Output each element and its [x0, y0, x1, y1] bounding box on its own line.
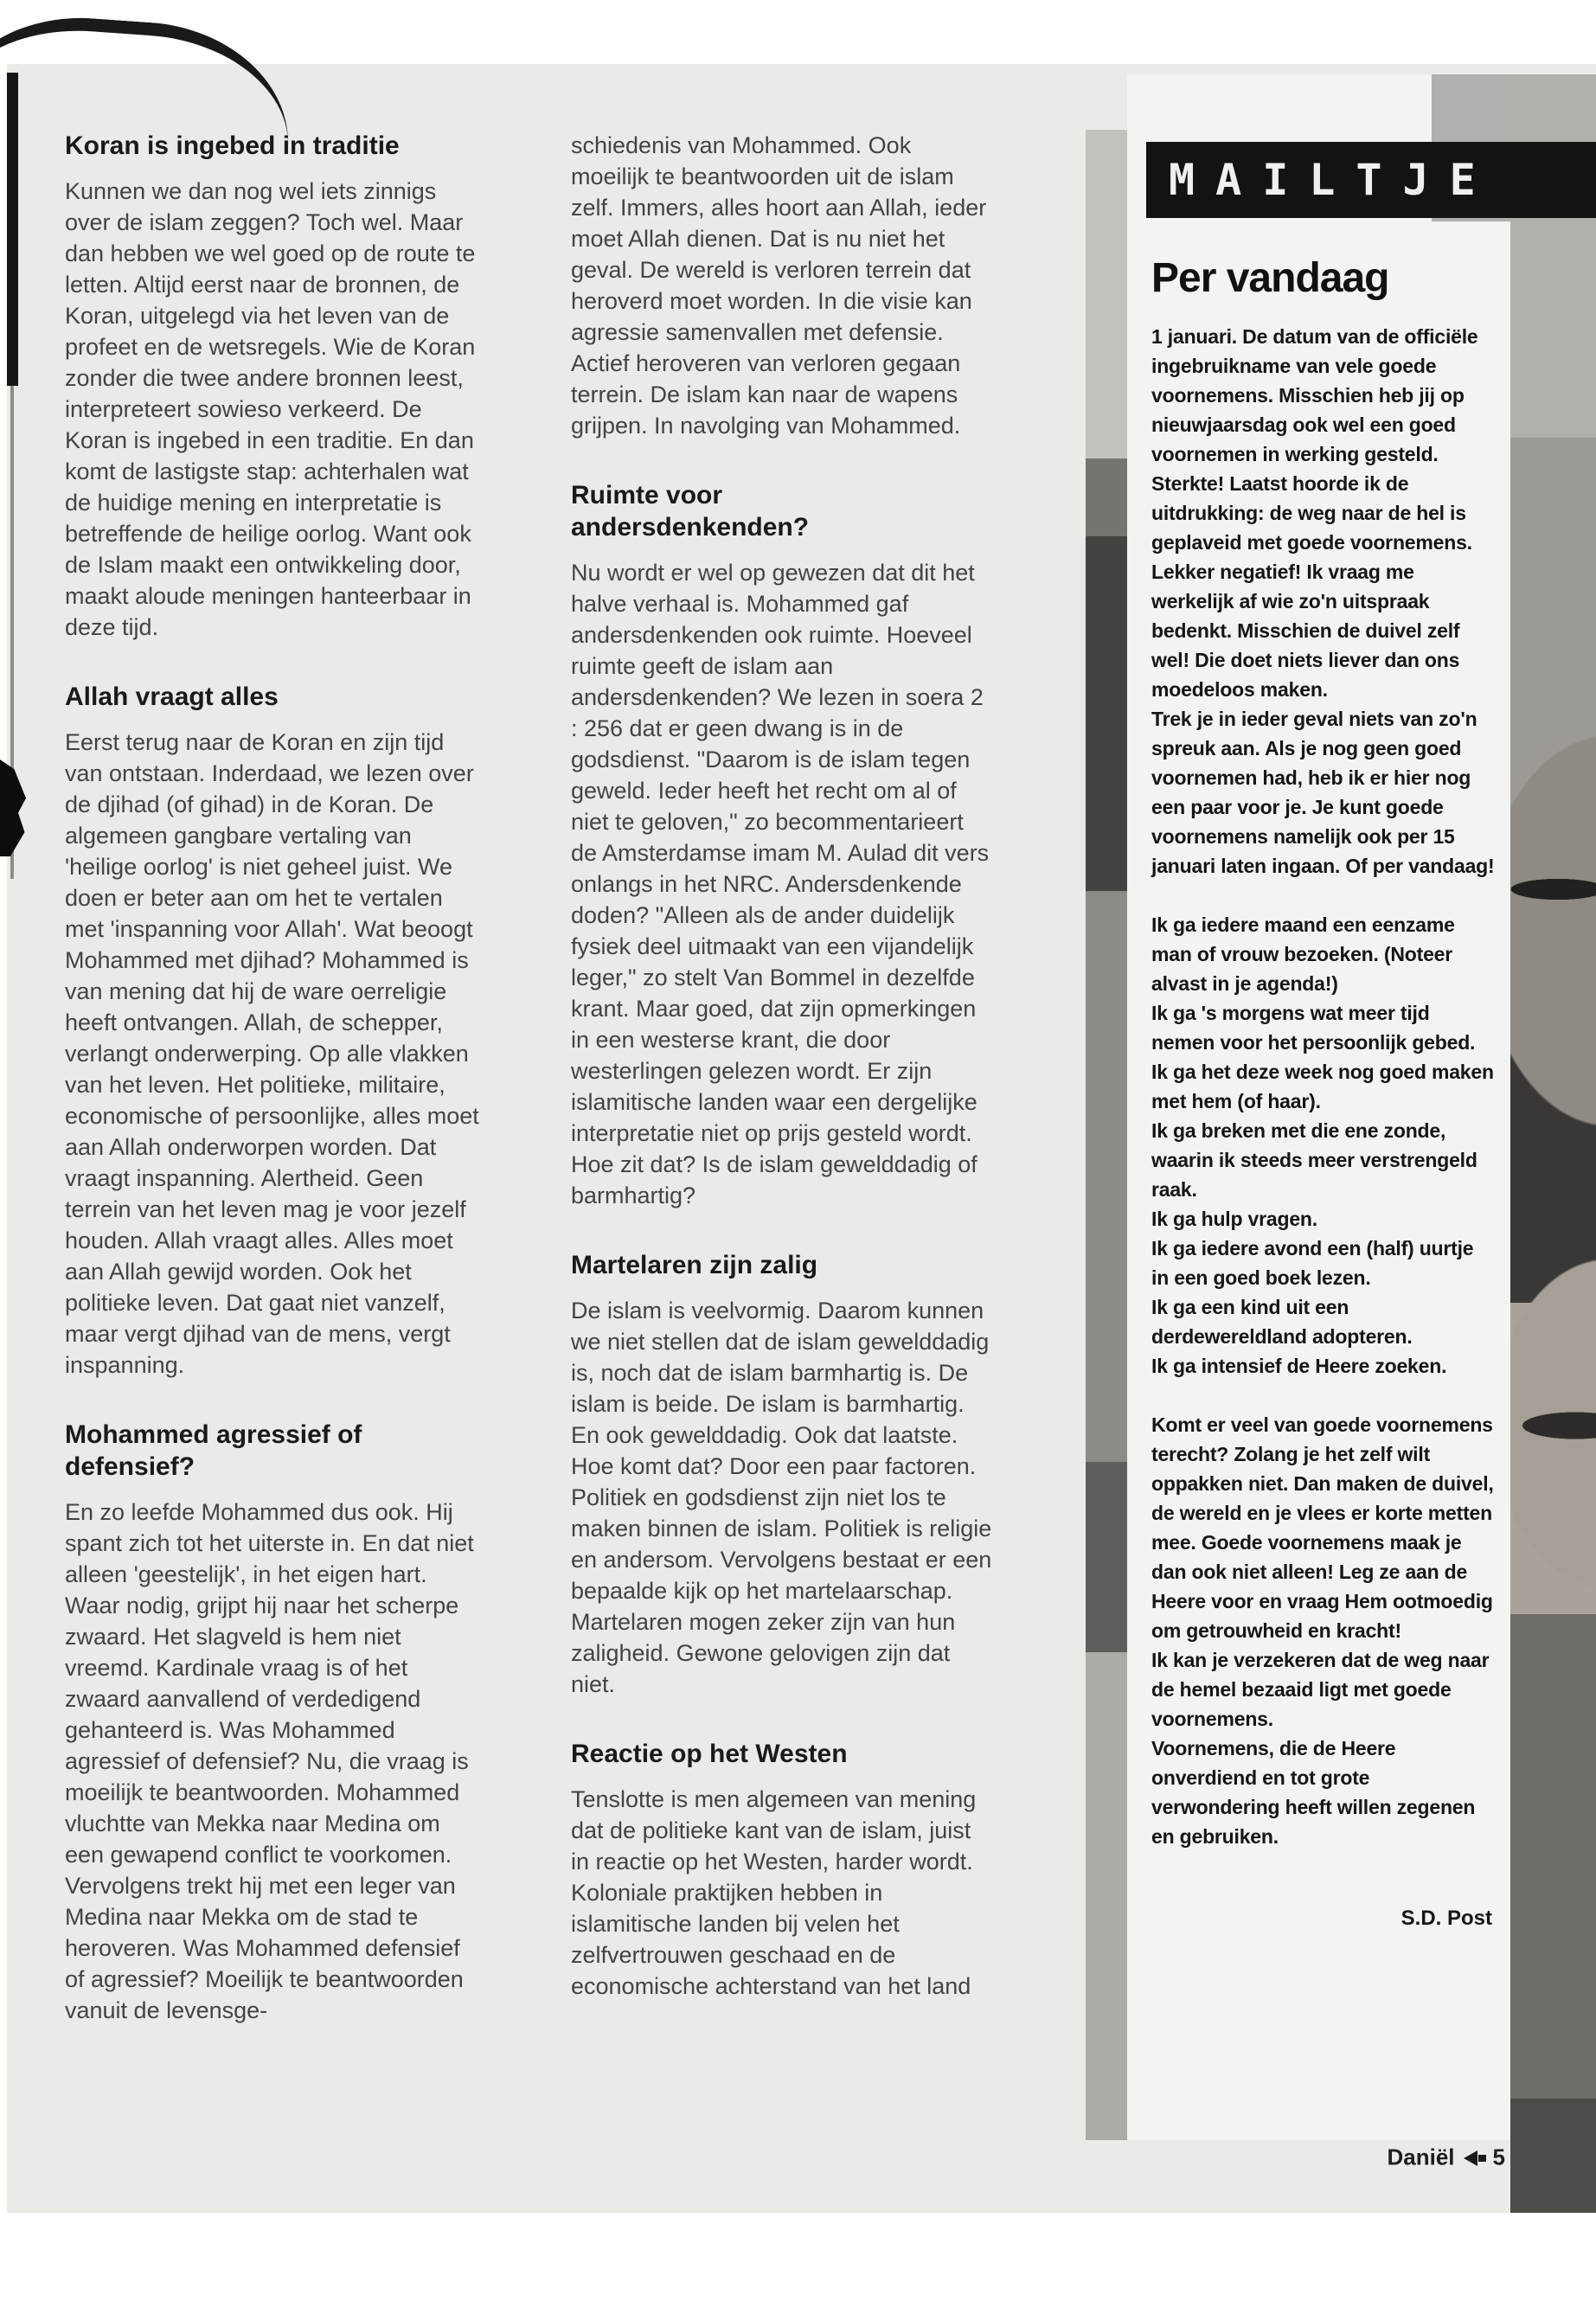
heading-koran-ingebed: Koran is ingebed in traditie	[65, 131, 400, 160]
sidebar-paragraph: Komt er veel van goede voornemens terecht? Zolang je het zelf wilt oppakken niet. Dan maken de duivel, de wereld en je vlees er korte metten mee. Goede voornemens maak je dan ook niet alleen! Leg ze aan de Heere voor en vraag Hem ootmoedig om getrouwheid en kracht!	[1151, 1413, 1494, 1642]
heading-mohammed-agressief: Mohammed agressief of defensief?	[65, 1420, 362, 1481]
heading-ruimte-andersdenkenden: Ruimte voor andersdenkenden?	[571, 481, 810, 542]
photo-strip-left	[1086, 130, 1127, 2140]
mailtje-label: MAILTJE	[1169, 155, 1497, 205]
mailtje-content	[1151, 256, 1496, 1931]
mailtje-title-bar	[1146, 142, 1596, 218]
body-paragraph: Tenslotte is men algemeen van mening dat de politieke kant van de islam, juist in reactie op het Westen, harder wordt. Koloniale praktijken hebben in islamitische landen bij velen het zelfvertrouwen geschaad en de economische achterstand van het land	[571, 1786, 977, 1999]
heading-martelaren-zalig: Martelaren zijn zalig	[571, 1251, 818, 1279]
body-paragraph: En zo leefde Mohammed dus ook. Hij spant zich tot het uiterste in. En dat niet alleen 'geestelijk', in het eigen hart. Waar nodig, grijpt hij naar het scherpe zwaard. Het slagveld is hem niet vreemd. Kardinale vraag is of het zwaard aanvallend of verdedigend gehanteerd is. Was Mohammed agressief of defensief? Nu, die vraag is moeilijk te beantwoorden. Mohammed vluchtte van Mekka naar Medina om een gewapend conflict te voorkomen. Vervolgens trekt hij met een leger van Medina naar Mekka om de stad te heroveren. Was Mohammed defensief of agressief? Moeilijk te beantwoorden vanuit de levensge-	[65, 1499, 474, 2023]
page-number: 5	[1492, 2144, 1505, 2170]
resolution-item: Ik ga het deze week nog goed maken met hem (of haar).	[1151, 1061, 1494, 1112]
resolution-item: Ik ga iedere avond een (half) uurtje in een goed boek lezen.	[1151, 1237, 1474, 1289]
body-paragraph: schiedenis van Mohammed. Ook moeilijk te beantwoorden uit de islam zelf. Immers, alles hoort aan Allah, ieder moet Allah dienen. Dat is nu niet het geval. De wereld is verloren terrein dat heroverd moet worden. In die visie kan agressie samenvallen met defensie. Actief heroveren van verloren gegaan terrein. De islam kan naar de wapens grijpen. In navolging van Mohammed.	[571, 132, 987, 439]
resolution-item: Ik ga hulp vragen.	[1151, 1208, 1317, 1230]
sidebar-paragraph: Voornemens, die de Heere onverdiend en tot grote verwondering heeft willen zegenen en gebruiken.	[1151, 1737, 1476, 1848]
body-paragraph: De islam is veelvormig. Daarom kunnen we niet stellen dat de islam gewelddadig is, noch dat de islam barmhartig is. De islam is beide. De islam is barmhartig. En ook gewelddadig. Ook dat laatste. Hoe komt dat? Door een paar factoren. Politiek en godsdienst zijn niet los te maken binnen de islam. Politiek is religie en andersom. Vervolgens bestaat er een bepaalde kijk op het martelaarschap. Martelaren mogen zeker zijn van hun zaligheid. Gewone gelovigen zijn dat niet.	[571, 1298, 992, 1697]
left-arrow-icon	[1464, 2144, 1486, 2170]
body-paragraph: Kunnen we dan nog wel iets zinnigs over de islam zeggen? Toch wel. Maar dan hebben we wel goed op de route te letten. Altijd eerst naar de bronnen, de Koran, uitgelegd via het leven van de profeet en de wetsregels. Wie de Koran zonder die twee andere bronnen leest, interpreteert sowieso verkeerd. De Koran is ingebed in een traditie. En dan komt de lastigste stap: achterhalen wat de huidige mening en interpretatie is betreffende de heilige oorlog. Want ook de Islam maakt een ontwikkeling door, maakt aloude meningen hanteerbaar in deze tijd.	[65, 178, 476, 640]
scan-edge-artifact	[7, 73, 18, 386]
sidebar-title: Per vandaag	[1151, 255, 1389, 301]
resolution-item: Ik ga intensief de Heere zoeken.	[1151, 1355, 1447, 1377]
article-column-middle	[571, 130, 992, 2002]
heading-reactie-westen: Reactie op het Westen	[571, 1740, 848, 1768]
article-column-left	[65, 130, 482, 2026]
magazine-name: Daniël	[1387, 2144, 1455, 2170]
page-curl-artifact	[0, 10, 296, 150]
resolution-item: Ik ga een kind uit een derdewereldland adopteren.	[1151, 1296, 1413, 1348]
resolution-item: Ik ga 's morgens wat meer tijd nemen voor het persoonlijk gebed.	[1151, 1002, 1476, 1054]
sidebar-paragraph: 1 januari. De datum van de officiële ingebruikname van vele goede voornemens. Misschien heb jij op nieuwjaarsdag ook wel een goed voornemen in werking gesteld. Sterkte! Laatst hoorde ik de uitdrukking: de weg naar de hel is geplaveid met goede voornemens. Lekker negatief! Ik vraag me werkelijk af wie zo'n uitspraak bedenkt. Misschien de duivel zelf wel! Die doet niets liever dan ons moedeloos maken.	[1151, 325, 1478, 701]
signature: S.D. Post	[1401, 1907, 1492, 1930]
body-paragraph: Nu wordt er wel op gewezen dat dit het halve verhaal is. Mohammed gaf andersdenkenden ook ruimte. Hoeveel ruimte geeft de islam aan andersdenkenden? We lezen in soera 2 : 256 dat er geen dwang is in de godsdienst. "Daarom is de islam tegen geweld. Ieder heeft het recht om al of niet te geloven," zo becommentarieert de Amsterdamse imam M. Aulad dit vers onlangs in het NRC. Andersdenkende doden? "Alleen als de ander duidelijk fysiek deel uitmaakt van een vijandelijk leger," zo stelt Van Bommel in dezelfde krant. Maar goed, dat zijn opmerkingen in een westerse krant, die door westerlingen gelezen wordt. Er zijn islamitische landen waar een dergelijke interpretatie niet op prijs gesteld wordt. Hoe zit dat? Is de islam gewelddadig of barmhartig?	[571, 560, 990, 1208]
page-footer	[1211, 2144, 1505, 2174]
sidebar-paragraph: Ik kan je verzekeren dat de weg naar de hemel bezaaid ligt met goede voornemens.	[1151, 1649, 1490, 1730]
photo-strip-right	[1510, 74, 1596, 2213]
sidebar-paragraph: Trek je in ieder geval niets van zo'n spreuk aan. Als je nog geen goed voornemen had, heb ik er hier nog een paar voor je. Je kunt goede voornemens namelijk ook per 15 januari laten ingaan. Of per vandaag!	[1151, 708, 1495, 877]
body-paragraph: Eerst terug naar de Koran en zijn tijd van ontstaan. Inderdaad, we lezen over de djihad (of gihad) in de Koran. De algemeen gangbare vertaling van 'heilige oorlog' is niet geheel juist. We doen er beter aan om het te vertalen met 'inspanning voor Allah'. Wat beoogt Mohammed met djihad? Mohammed is van mening dat hij de ware oerreligie heeft ontvangen. Allah, de schepper, verlangt onderwerping. Op alle vlakken van het leven. Het politieke, militaire, economische of persoonlijke, alles moet aan Allah onderworpen worden. Dat vraagt inspanning. Alertheid. Geen terrein van het leven mag je voor jezelf houden. Allah vraagt alles. Alles moet aan Allah gewijd worden. Ook het politieke leven. Dat gaat niet vanzelf, maar vergt djihad van de mens, vergt inspanning.	[65, 729, 479, 1378]
heading-allah-vraagt-alles: Allah vraagt alles	[65, 683, 279, 711]
resolution-item: Ik ga breken met die ene zonde, waarin ik steeds meer verstrengeld raak.	[1151, 1119, 1477, 1201]
resolution-item: Ik ga iedere maand een eenzame man of vrouw bezoeken. (Noteer alvast in je agenda!)	[1151, 913, 1455, 995]
